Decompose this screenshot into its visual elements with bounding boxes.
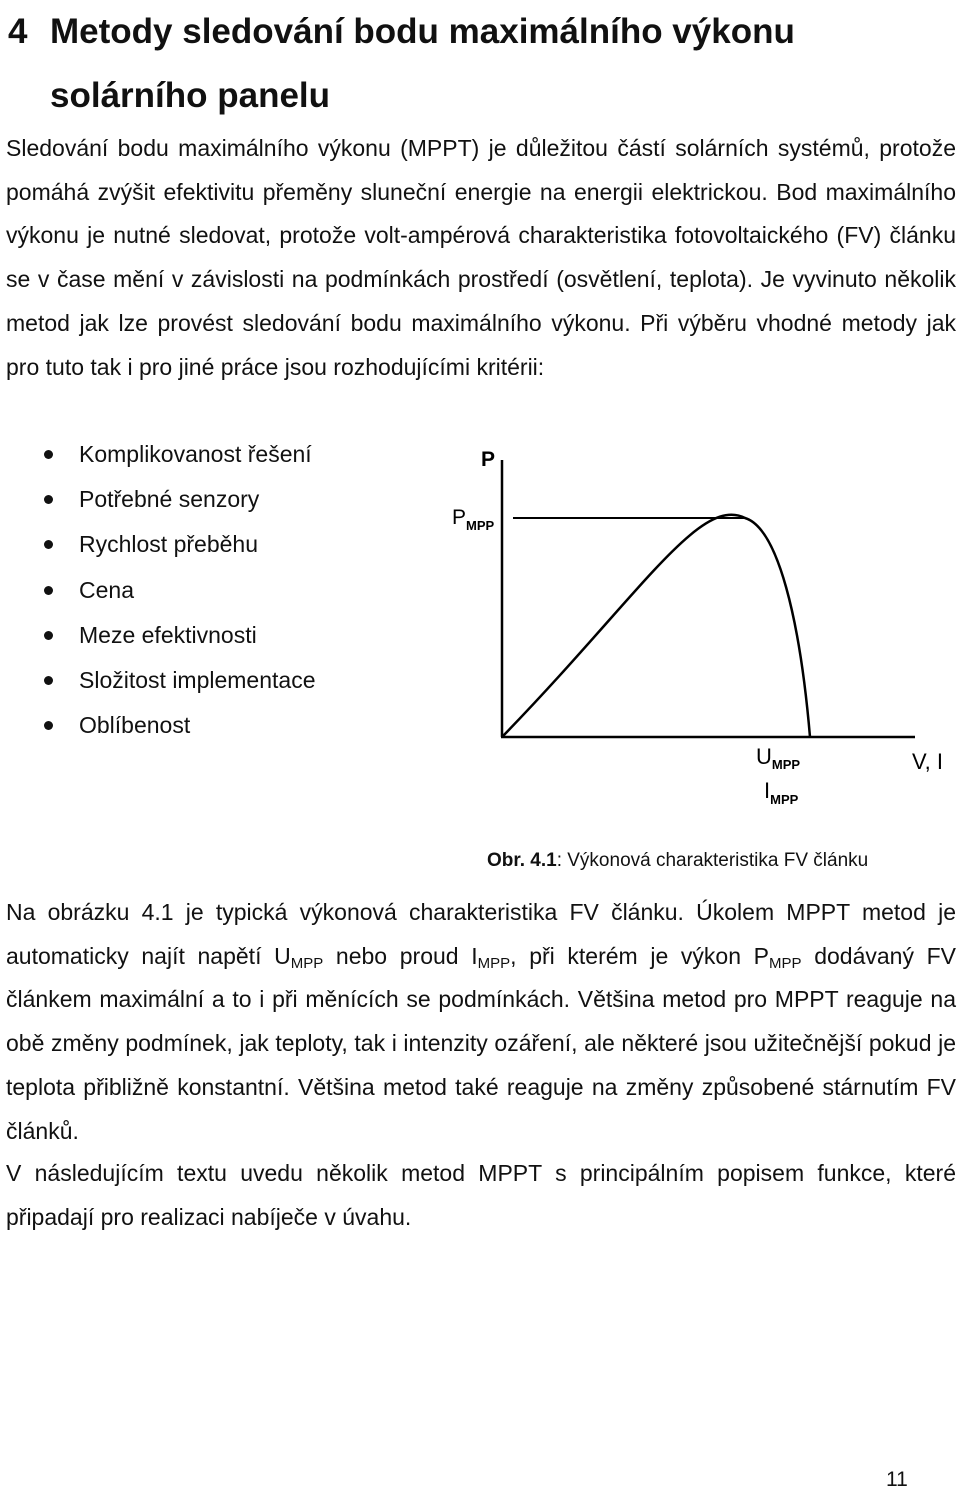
- list-item: Potřebné senzory: [44, 477, 316, 522]
- bullet-icon: [44, 540, 53, 549]
- bullet-icon: [44, 450, 53, 459]
- intro-paragraph: Sledování bodu maximálního výkonu (MPPT) je důležitou částí solárních systémů, protože pomáhá zvýšit efektivitu přeměny sluneční energie na energii elektrickou. Bod maximálního výkonu je nutné sledovat, protože volt-ampérová charakteristika fotovoltaického (FV) článku se v čase mění v závislosti na podmínkách prostředí (osvětlení, teplota). Je vyvinuto několik metod jak lze provést sledování bodu maximálního výkonu. Při výběru vhodné metody jak pro tuto tak i pro jiné práce jsou rozhodujícími kritérii:: [6, 135, 956, 380]
- list-item: Komplikovanost řešení: [44, 432, 316, 477]
- caption-prefix: Obr. 4.1: [487, 850, 557, 871]
- y-axis-label: P: [481, 448, 496, 471]
- list-item: Oblíbenost: [44, 703, 316, 748]
- impp-label: $I_{MPP}$: [764, 778, 799, 807]
- page-number: 11: [886, 1468, 908, 1491]
- bullet-icon: [44, 631, 53, 640]
- list-item: Meze efektivnosti: [44, 613, 316, 658]
- explanation-paragraph: Na obrázku 4.1 je typická výkonová charakteristika FV článku. Úkolem MPPT metod je automaticky najít napětí $U_{MPP}$ nebo proud $I_{MPP}$, při kterém je výkon $P_{MPP}$ dodávaný FV článkem maximální a to i při měnících se podmínkách. Většina metod pro MPPT reaguje na obě změny podmínek, jak teploty, tak i intenzity ozáření, ale některé jsou užitečnější pokud je teplota přibližně konstantní. Většina metod také reaguje na změny způsobené stárnutím FV článků.: [6, 899, 956, 1144]
- chapter-heading: [8, 0, 938, 128]
- chapter-title-line1: Metody sledování bodu maximálního výkonu: [50, 12, 795, 51]
- list-item: Rychlost přeběhu: [44, 522, 316, 567]
- figure-caption: [487, 846, 868, 876]
- criteria-list: [44, 432, 316, 748]
- list-item: Cena: [44, 568, 316, 613]
- closing-paragraph: V následujícím textu uvedu několik metod MPPT s principálním popisem funkce, které připadají pro realizaci nabíječe v úvahu.: [6, 1160, 956, 1230]
- chapter-title-line2: solárního panelu: [50, 76, 331, 115]
- pmpp-label: $P_{MPP}$: [452, 506, 495, 533]
- bullet-icon: [44, 721, 53, 730]
- power-curve: [502, 515, 810, 737]
- chapter-number: 4: [8, 12, 28, 51]
- umpp-label: $U_{MPP}$: [756, 744, 801, 772]
- list-item: Složitost implementace: [44, 658, 316, 703]
- caption-text: : Výkonová charakteristika FV článku: [556, 850, 869, 871]
- power-characteristic-figure: [440, 430, 960, 830]
- bullet-icon: [44, 586, 53, 595]
- x-axis-label: V, I: [912, 749, 943, 774]
- bullet-icon: [44, 676, 53, 685]
- bullet-icon: [44, 495, 53, 504]
